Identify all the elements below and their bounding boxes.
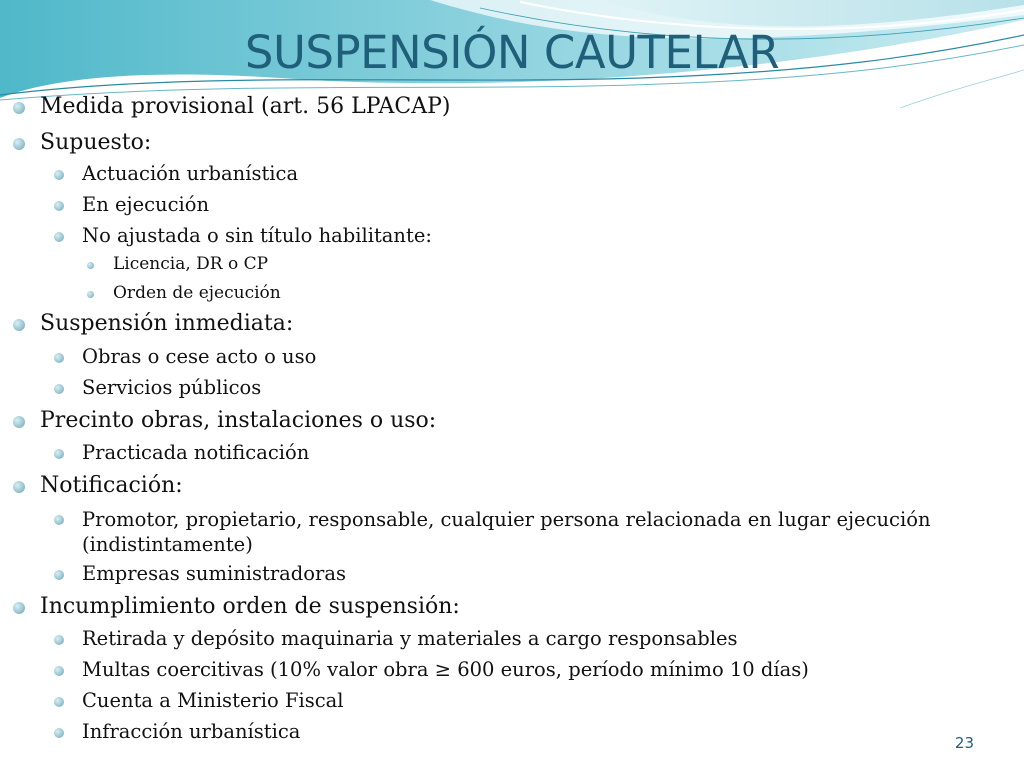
bullet-dot-icon	[54, 384, 64, 394]
bullet-text: Incumplimiento orden de suspensión:	[40, 594, 460, 619]
bullet-dot-icon	[13, 481, 25, 493]
bullet-dot-icon	[54, 635, 64, 645]
bullet-dot-icon	[54, 170, 64, 180]
bullet-dot-icon	[13, 319, 25, 331]
bullet-text: Promotor, propietario, responsable, cualquier persona relacionada en lugar ejecución (indistintamente)	[82, 508, 931, 556]
bullet-text: Retirada y depósito maquinaria y materiales a cargo responsables	[82, 627, 738, 650]
bullet-dot-icon	[54, 353, 64, 363]
bullet-text: Notificación:	[40, 473, 183, 498]
bullet-item	[82, 658, 809, 681]
bullet-text: No ajustada o sin título habilitante:	[82, 224, 432, 247]
bullet-item	[82, 720, 300, 743]
bullet-dot-icon	[54, 666, 64, 676]
bullet-dot-icon	[13, 602, 25, 614]
bullet-item	[82, 507, 942, 557]
bullet-text: Empresas suministradoras	[82, 562, 346, 585]
bullet-item	[113, 254, 268, 274]
bullet-item	[82, 689, 344, 712]
bullet-text: Supuesto:	[40, 130, 152, 155]
bullet-dot-icon	[13, 138, 25, 150]
bullet-text: Practicada notificación	[82, 441, 310, 464]
bullet-item	[40, 94, 450, 119]
bullet-item	[82, 345, 316, 368]
bullet-dot-icon	[13, 102, 25, 114]
bullet-item	[40, 311, 293, 336]
bullet-text: Obras o cese acto o uso	[82, 345, 317, 368]
bullet-text: Infracción urbanística	[82, 720, 301, 743]
bullet-text: Precinto obras, instalaciones o uso:	[40, 408, 437, 433]
bullet-item	[82, 376, 261, 399]
bullet-item	[40, 473, 183, 498]
bullet-item	[40, 594, 460, 619]
bullet-text: Servicios públicos	[82, 376, 262, 399]
bullet-text: Suspensión inmediata:	[40, 311, 294, 336]
bullet-dot-icon	[54, 232, 64, 242]
bullet-text: Medida provisional (art. 56 LPACAP)	[40, 94, 451, 119]
bullet-dot-icon	[87, 262, 94, 269]
bullet-item	[82, 193, 209, 216]
bullet-dot-icon	[54, 449, 64, 459]
bullet-dot-icon	[54, 728, 64, 738]
bullet-item	[82, 224, 432, 247]
bullet-item	[82, 162, 298, 185]
bullet-dot-icon	[13, 416, 25, 428]
bullet-dot-icon	[54, 201, 64, 211]
bullet-item	[82, 627, 738, 650]
bullet-text: En ejecución	[82, 193, 210, 216]
slide-title: SUSPENSIÓN CAUTELAR	[244, 26, 780, 79]
bullet-item	[40, 130, 151, 155]
bullet-text: Cuenta a Ministerio Fiscal	[82, 689, 344, 712]
bullet-item	[82, 562, 346, 585]
bullet-text: Orden de ejecución	[113, 283, 281, 303]
bullet-item	[40, 408, 436, 433]
bullet-item	[113, 283, 281, 303]
bullet-dot-icon	[54, 697, 64, 707]
bullet-dot-icon	[54, 570, 64, 580]
bullet-item	[82, 441, 309, 464]
bullet-dot-icon	[87, 291, 94, 298]
bullet-dot-icon	[54, 515, 64, 525]
page-number: 23	[954, 734, 974, 752]
bullet-text: Multas coercitivas (10% valor obra ≥ 600 euros, período mínimo 10 días)	[82, 658, 809, 681]
bullet-text: Licencia, DR o CP	[113, 254, 269, 274]
bullet-text: Actuación urbanística	[82, 162, 299, 185]
